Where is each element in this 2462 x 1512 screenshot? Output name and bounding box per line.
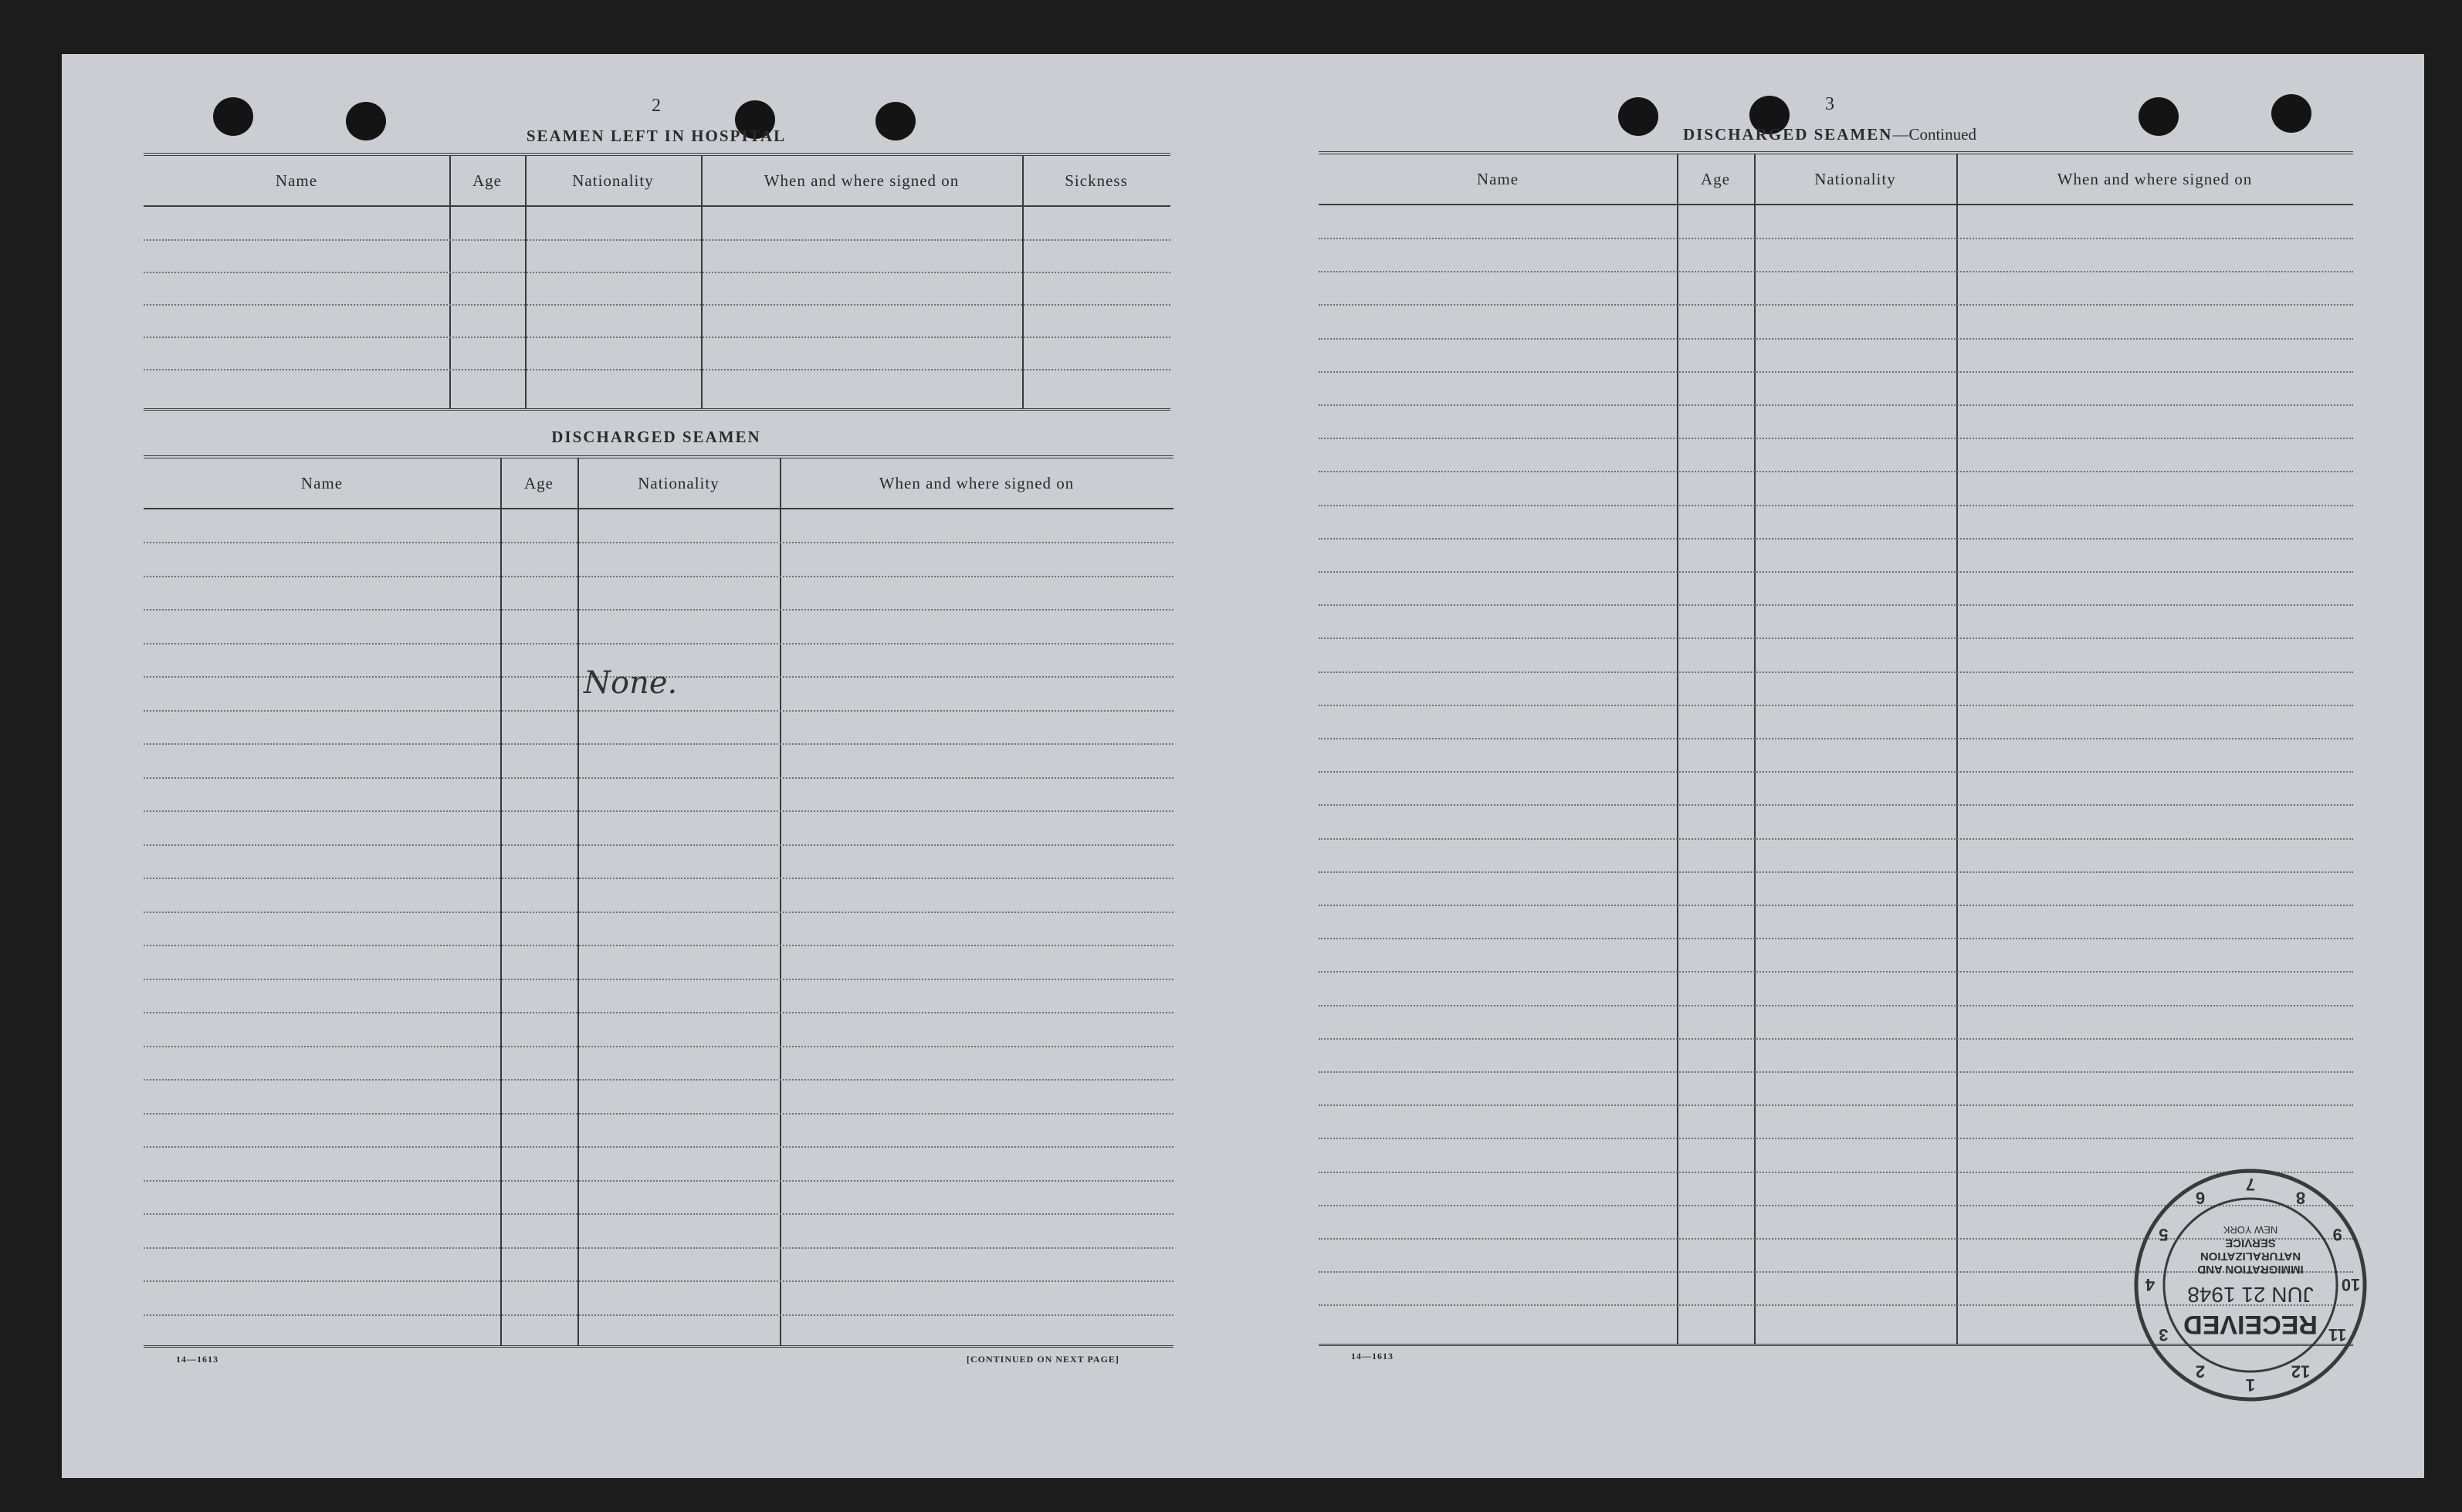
- form-number: 14—1613: [1351, 1351, 1394, 1361]
- col-header-signed-on: When and where signed on: [879, 473, 1075, 492]
- ruled-row: [144, 643, 1173, 644]
- punch-hole: [2139, 97, 2179, 136]
- stamp-received-word: RECEIVED: [2183, 1310, 2318, 1339]
- continued-table-header: [1319, 154, 2353, 205]
- punch-hole: [2271, 94, 2311, 133]
- ruled-row: [144, 1146, 1173, 1148]
- ruled-row: [144, 844, 1173, 846]
- page-number: 3: [1825, 94, 1834, 114]
- ruled-row: [144, 945, 1173, 946]
- col-header-nationality: Nationality: [638, 473, 720, 492]
- page-number: 2: [652, 96, 661, 116]
- discharged-continued-title: [1621, 125, 2038, 144]
- stamp-agency-line: NEW YORK: [2223, 1224, 2278, 1236]
- continued-suffix: —Continued: [1892, 125, 1976, 144]
- ruled-row: [144, 542, 1173, 543]
- ruled-row: [144, 1280, 1173, 1282]
- col-header-name: Name: [300, 473, 344, 492]
- ruled-row: [1319, 238, 2353, 239]
- col-header-name: Name: [1476, 169, 1519, 188]
- stamp-ring-number: 2: [2195, 1361, 2206, 1382]
- discharged-table-header: [144, 458, 1173, 509]
- stamp-agency-line: NATURALIZATION: [2200, 1250, 2301, 1263]
- ruled-row: [1319, 871, 2353, 873]
- ruled-row: [144, 979, 1173, 980]
- handwritten-none-entry: None.: [584, 665, 678, 701]
- ruled-row: [1319, 404, 2353, 406]
- ruled-row: [1319, 505, 2353, 506]
- punch-hole: [346, 102, 386, 140]
- ruled-row: [1319, 705, 2353, 706]
- form-number: 14—1613: [176, 1354, 218, 1365]
- ruled-row: [1319, 271, 2353, 272]
- stamp-agency-line: SERVICE: [2225, 1236, 2276, 1250]
- ruled-row: [1319, 471, 2353, 472]
- ruled-row: [1319, 438, 2353, 439]
- stamp-ring-number: 10: [2341, 1275, 2361, 1294]
- col-header-name: Name: [275, 171, 318, 190]
- ruled-row: [144, 1046, 1173, 1047]
- ruled-row: [144, 912, 1173, 913]
- column-rule: [1754, 154, 1756, 1344]
- ruled-row: [144, 272, 1170, 273]
- stamp-ring-number: 6: [2195, 1188, 2206, 1208]
- ruled-row: [144, 810, 1173, 812]
- ruled-row: [144, 304, 1170, 306]
- received-stamp: [2131, 1165, 2370, 1405]
- column-rule: [500, 458, 502, 1345]
- stamp-ring-number: 12: [2291, 1361, 2311, 1382]
- discharged-section-title: DISCHARGED SEAMEN: [551, 428, 761, 446]
- ruled-row: [1319, 604, 2353, 606]
- stamp-date: JUN 21 1948: [2187, 1283, 2314, 1307]
- ruled-row: [1319, 338, 2353, 340]
- discharged-title-text: DISCHARGED SEAMEN: [1683, 125, 1893, 144]
- ruled-row: [1319, 1005, 2353, 1006]
- ruled-row: [144, 710, 1173, 712]
- ruled-row: [1319, 1071, 2353, 1073]
- ruled-row: [1319, 1038, 2353, 1040]
- ruled-row: [144, 609, 1173, 611]
- ruled-row: [144, 576, 1173, 577]
- col-header-nationality: Nationality: [572, 171, 654, 190]
- ruled-row: [144, 1247, 1173, 1249]
- continued-note: [CONTINUED ON NEXT PAGE]: [967, 1354, 1119, 1365]
- ruled-row: [1319, 671, 2353, 673]
- ruled-row: [1319, 838, 2353, 840]
- ruled-row: [1319, 1138, 2353, 1139]
- stamp-ring-number: 8: [2295, 1188, 2306, 1208]
- ruled-row: [1319, 371, 2353, 373]
- stamp-ring-number: 5: [2159, 1225, 2169, 1244]
- col-header-sickness: Sickness: [1065, 171, 1128, 190]
- ruled-row: [144, 1213, 1173, 1215]
- ruled-row: [144, 369, 1170, 370]
- stamp-ring-number: 7: [2245, 1175, 2256, 1194]
- ruled-row: [144, 1180, 1173, 1182]
- ruled-row: [1319, 638, 2353, 639]
- ruled-row: [144, 777, 1173, 779]
- column-rule: [1956, 154, 1958, 1344]
- col-header-age: Age: [524, 473, 554, 492]
- discharged-table: [144, 455, 1173, 1348]
- ruled-row: [1319, 971, 2353, 972]
- ruled-row: [1319, 905, 2353, 906]
- ruled-row: [144, 337, 1170, 338]
- stamp-ring-number: 4: [2145, 1275, 2156, 1294]
- col-header-age: Age: [472, 171, 502, 190]
- punch-hole: [875, 102, 916, 140]
- stamp-ring-number: 11: [2328, 1325, 2347, 1345]
- ruled-row: [144, 1113, 1173, 1115]
- col-header-signed-on: When and where signed on: [2057, 169, 2253, 188]
- column-rule: [577, 458, 579, 1345]
- col-header-signed-on: When and where signed on: [764, 171, 960, 190]
- stamp-ring-number: 9: [2332, 1225, 2342, 1244]
- hospital-table-header: [144, 156, 1170, 207]
- ruled-row: [1319, 538, 2353, 540]
- ruled-row: [1319, 738, 2353, 739]
- ruled-row: [144, 1079, 1173, 1081]
- punch-hole: [213, 97, 253, 136]
- column-rule: [780, 458, 781, 1345]
- col-header-nationality: Nationality: [1814, 169, 1896, 188]
- ruled-row: [1319, 571, 2353, 573]
- stamp-ring-number: 3: [2159, 1325, 2169, 1345]
- ruled-row: [1319, 804, 2353, 806]
- stamp-ring-number: 1: [2245, 1375, 2256, 1395]
- col-header-age: Age: [1701, 169, 1730, 188]
- hospital-table: [144, 153, 1170, 411]
- ruled-row: [144, 239, 1170, 241]
- hospital-section-title: SEAMEN LEFT IN HOSPITAL: [526, 127, 787, 145]
- stamp-agency-line: IMMIGRATION AND: [2197, 1263, 2304, 1276]
- ruled-row: [144, 743, 1173, 745]
- column-rule: [1677, 154, 1678, 1344]
- ruled-row: [144, 1012, 1173, 1013]
- ruled-row: [144, 878, 1173, 879]
- ruled-row: [1319, 938, 2353, 939]
- ruled-row: [1319, 771, 2353, 773]
- ruled-row: [1319, 304, 2353, 306]
- ruled-row: [1319, 1104, 2353, 1106]
- ruled-row: [144, 1314, 1173, 1316]
